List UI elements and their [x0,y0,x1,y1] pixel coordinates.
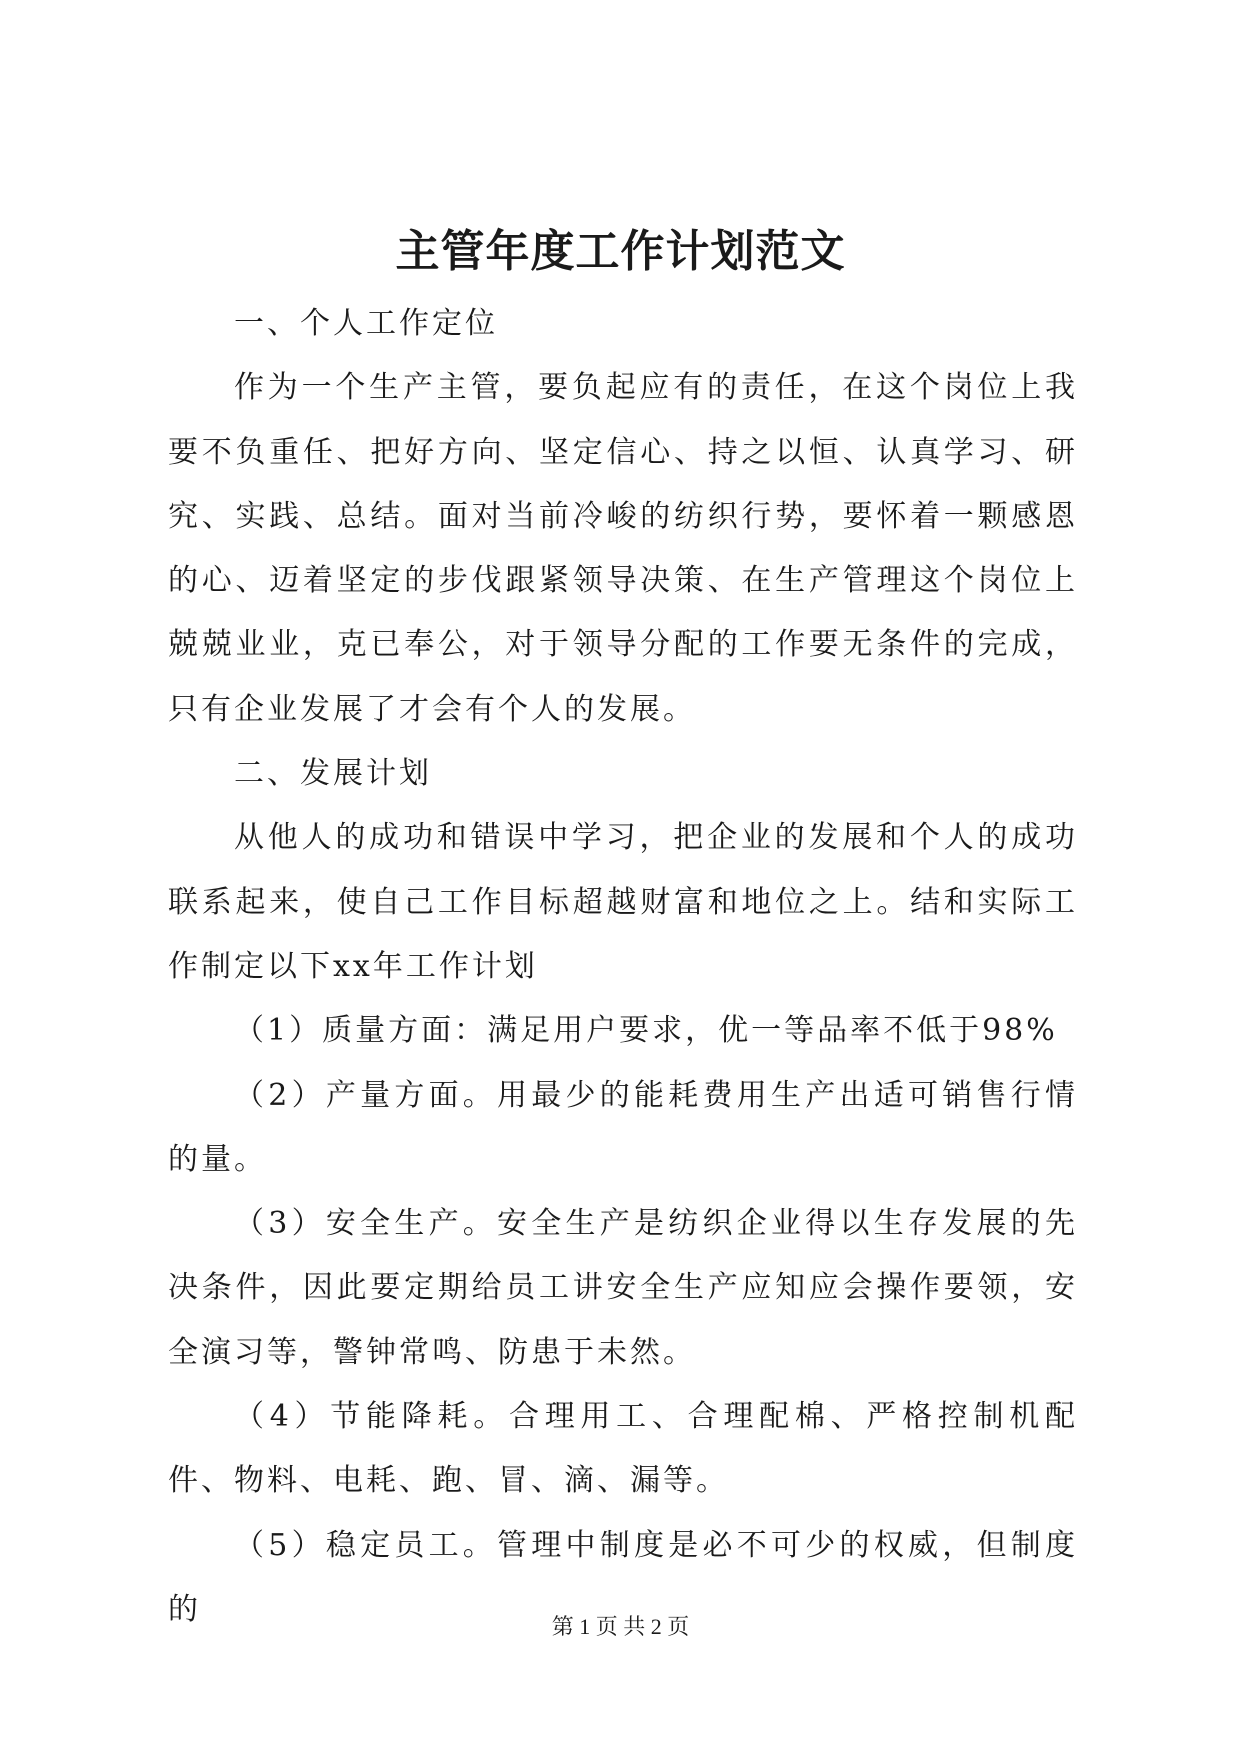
paragraph-plan-intro: 从他人的成功和错误中学习，把企业的发展和个人的成功联系起来，使自己工作目标超越财富和地位之上。结和实际工作制定以下xx年工作计划 [168,820,1078,984]
plan-item-energy: （4）节能降耗。合理用工、合理配棉、严格控制机配件、物料、电耗、跑、冒、滴、漏等。 [168,1399,1078,1499]
section-heading-plan: 二、发展计划 [234,756,432,792]
plan-item-safety: （3）安全生产。安全生产是纺织企业得以生存发展的先决条件，因此要定期给员工讲安全生产应知应会操作要领，安全演习等，警钟常鸣、防患于未然。 [168,1206,1078,1370]
paragraph-positioning: 作为一个生产主管，要负起应有的责任，在这个岗位上我要不负重任、把好方向、坚定信心、持之以恒、认真学习、研究、实践、总结。面对当前冷峻的纺织行势，要怀着一颗感恩的心、迈着坚定的步伐跟紧领导决策、在生产管理这个岗位上兢兢业业，克已奉公，对于领导分配的工作要无条件的完成，只有企业发展了才会有个人的发展。 [168,370,1078,727]
page-footer: 第 1 页 共 2 页 [551,1614,690,1639]
plan-item-quality: （1）质量方面：满足用户要求，优一等品率不低于98% [234,1013,1058,1049]
section-heading-positioning: 一、个人工作定位 [234,306,498,341]
document-title: 主管年度工作计划范文 [395,226,846,277]
document-body [168,292,1078,1642]
plan-item-output: （2）产量方面。用最少的能耗费用生产出适可销售行情的量。 [168,1077,1078,1177]
plan-item-staff: （5）稳定员工。管理中制度是必不可少的权威，但制度的 [168,1527,1078,1627]
